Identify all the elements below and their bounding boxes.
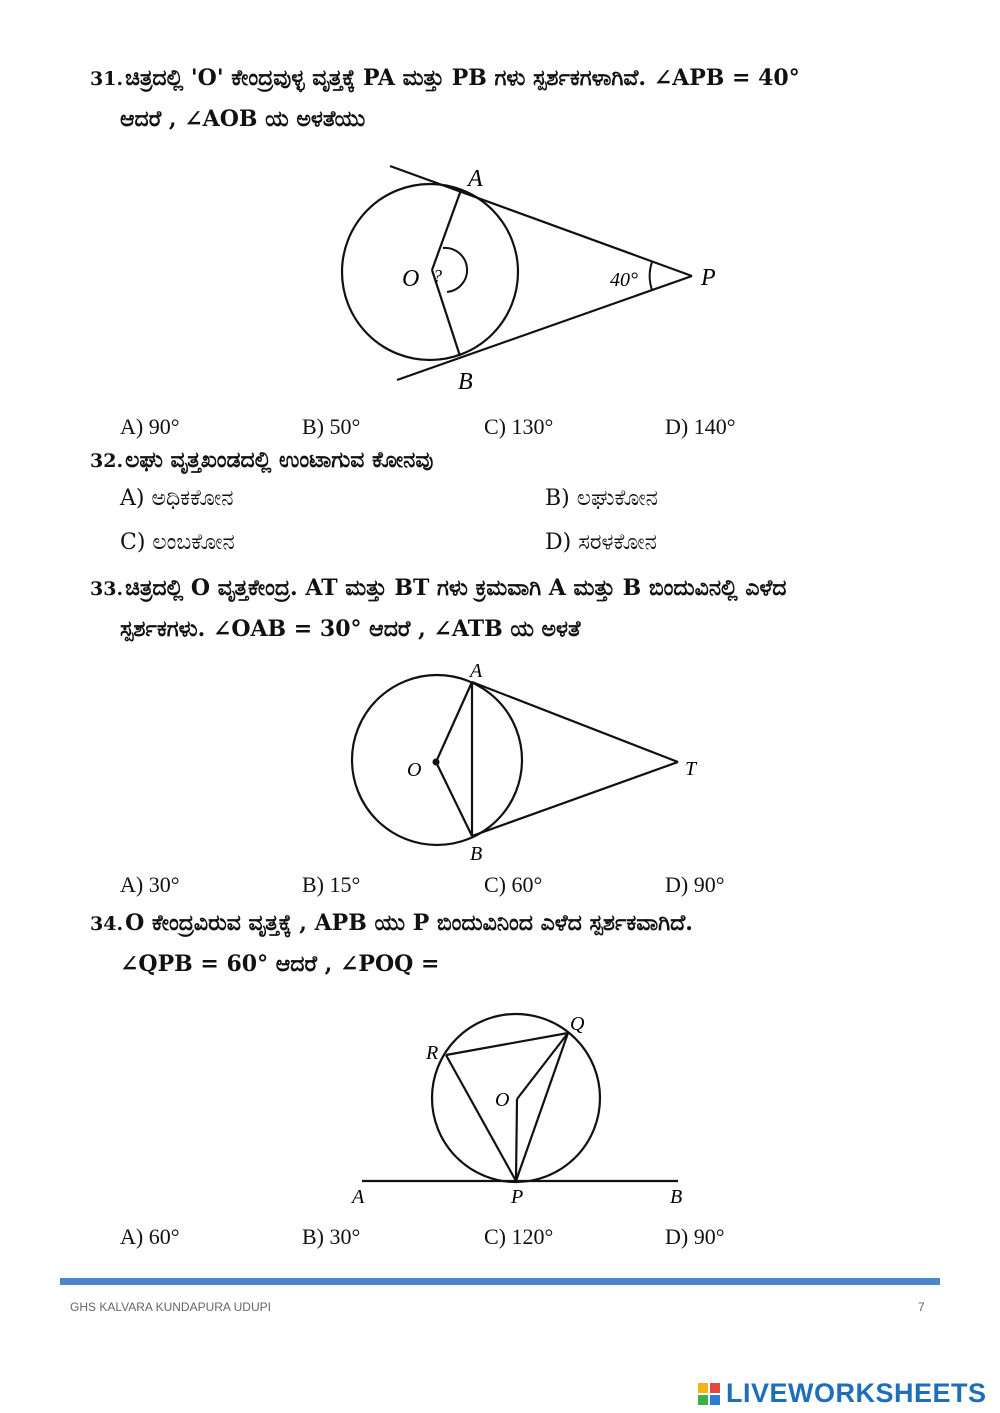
question-number: 32. [90,450,124,472]
question-31 [90,58,940,139]
label-r: R [426,1042,439,1064]
option-a[interactable]: A) ಅಧಿಕಕೋನ [120,486,234,511]
label-b: B [670,1186,683,1208]
option-c[interactable]: C) ಲಂಬಕೋನ [120,530,235,555]
question-text-line2: ಸ್ಪರ್ಶಕಗಳು. ∠OAB = 30° ಆದರೆ , ∠ATB ಯ ಅಳತೆ [120,616,581,642]
option-a[interactable]: A) 60° [120,1224,180,1249]
question-text-line2: ಆದರೆ , ∠AOB ಯ ಅಳತೆಯು [120,106,366,132]
footer-divider [60,1278,940,1285]
label-question-mark: ? [433,266,442,286]
label-a: A [468,166,483,192]
radius-oa [432,190,461,270]
option-d[interactable]: D) 90° [665,872,725,897]
options-q33 [120,872,940,904]
question-text-line1: ಚಿತ್ರದಲ್ಲಿ O ವೃತ್ತಕೇಂದ್ರ. AT ಮತ್ತು BT ಗಳು ಕ್ರಮವಾಗಿ A ಮತ್ತು B ಬಿಂದುವಿನಲ್ಲಿ ಎಳೆದ [125,575,787,601]
label-b: B [458,369,473,395]
label-a: A [352,1186,365,1208]
label-b: B [470,843,483,865]
option-b[interactable]: B) ಲಘುಕೋನ [545,486,658,511]
chord-rq [446,1033,568,1055]
label-t: T [685,758,697,780]
option-a[interactable]: A) 90° [120,414,180,439]
question-33 [90,568,940,649]
figure-q33 [340,655,740,865]
liveworksheets-logo[interactable] [698,1378,987,1409]
label-angle-40: 40° [610,269,638,291]
radius-op [516,1099,517,1181]
label-q: Q [570,1013,585,1035]
angle-arc-o [443,248,467,292]
question-34 [90,903,940,984]
radius-oa [436,682,472,762]
label-p: P [701,265,716,291]
radius-oq [517,1033,568,1099]
chord-rp [446,1055,516,1181]
options-q34 [120,1224,940,1256]
tangent-at [472,682,678,762]
option-c[interactable]: C) 130° [484,414,554,439]
option-c[interactable]: C) 60° [484,872,543,897]
question-32 [90,440,940,481]
logo-blocks-icon [698,1383,720,1405]
question-text-line2: ∠QPB = 60° ಆದರೆ , ∠POQ = [120,951,440,977]
center-dot [433,759,440,766]
tangent-bt [472,762,678,836]
option-b[interactable]: B) 15° [302,872,361,897]
question-number: 31. [90,68,124,90]
question-number: 33. [90,578,124,600]
label-o: O [495,1089,510,1111]
option-b[interactable]: B) 30° [302,1224,361,1249]
option-d[interactable]: D) 90° [665,1224,725,1249]
option-c[interactable]: C) 120° [484,1224,554,1249]
question-number: 34. [90,913,124,935]
option-b[interactable]: B) 50° [302,414,361,439]
question-text-line1: O ಕೇಂದ್ರವಿರುವ ವೃತ್ತಕ್ಕೆ , APB ಯು P ಬಿಂದುವಿನಿಂದ ಎಳೆದ ಸ್ಪರ್ಶಕವಾಗಿದೆ. [125,910,693,936]
option-a[interactable]: A) 30° [120,872,180,897]
circle [342,184,518,360]
question-text-line1: ಲಘು ವೃತ್ತಖಂಡದಲ್ಲಿ ಉಂಟಾಗುವ ಕೋನವು [125,447,434,473]
angle-arc-p [650,262,652,290]
label-a: A [470,660,483,682]
label-p: P [511,1186,524,1208]
option-d[interactable]: D) ಸರಳಕೋನ [545,530,657,555]
option-d[interactable]: D) 140° [665,414,736,439]
figure-q34 [345,1005,705,1215]
label-o: O [402,266,420,292]
question-text-line1: ಚಿತ್ರದಲ್ಲಿ 'O' ಕೇಂದ್ರವುಳ್ಳ ವೃತ್ತಕ್ಕೆ PA ಮತ್ತು PB ಗಳು ಸ್ಪರ್ಶಕಗಳಾಗಿವೆ. ∠APB = 40° [125,65,800,91]
radius-ob [436,762,472,836]
logo-text: LIVEWORKSHEETS [726,1378,987,1408]
tangent-pb [397,276,692,380]
figure-q31 [330,160,750,400]
footer-page-number: 7 [918,1300,925,1314]
chord-pq [516,1033,568,1181]
footer-school: GHS KALVARA KUNDAPURA UDUPI [70,1300,271,1314]
label-o: O [407,759,422,781]
